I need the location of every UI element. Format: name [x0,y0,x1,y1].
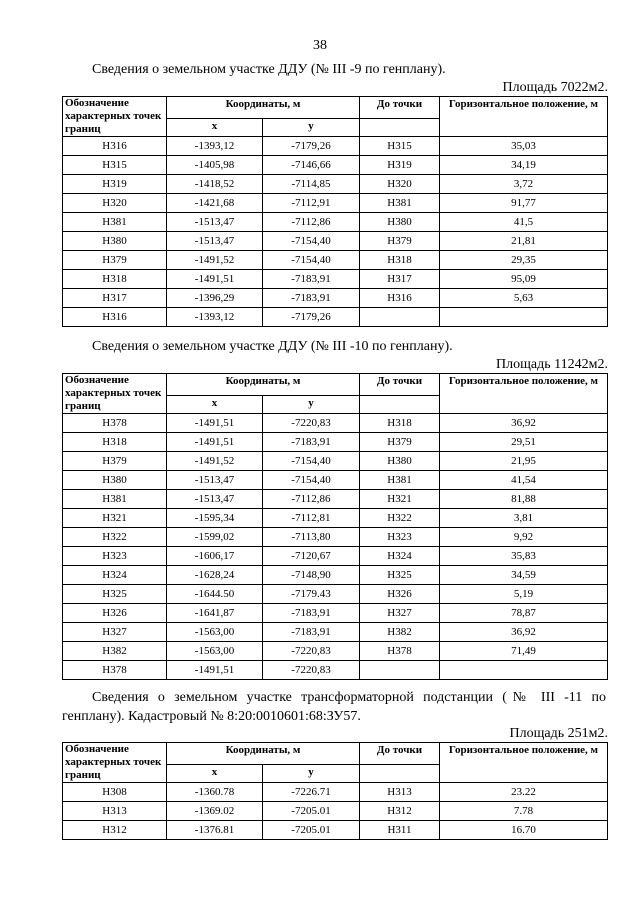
header-y: y [263,765,360,783]
y-cell: -7220,83 [263,414,360,433]
y-cell: -7154,40 [263,251,360,270]
section-1-title: Сведения о земельном участке ДДУ (№ III -9 по генплану). [92,62,446,77]
x-cell: -1513,47 [167,471,263,490]
y-cell: -7179,26 [263,308,360,327]
horizontal-cell: 41,54 [440,471,608,490]
x-cell: -1393,12 [167,137,263,156]
to-point-cell: Н322 [360,509,440,528]
point-cell: Н324 [63,566,167,585]
to-point-cell: Н320 [360,175,440,194]
x-cell: -1563,00 [167,623,263,642]
y-cell: -7112,81 [263,509,360,528]
x-cell: -1491,52 [167,251,263,270]
horizontal-cell: 29,35 [440,251,608,270]
to-point-cell: Н313 [360,783,440,802]
table-row [63,821,608,840]
to-point-cell: Н315 [360,137,440,156]
table-row [63,452,608,471]
header-designation: Обозначение характерных точек границ [63,374,167,414]
y-cell: -7226.71 [263,783,360,802]
x-cell: -1369.02 [167,802,263,821]
point-cell: Н321 [63,509,167,528]
x-cell: -1513,47 [167,490,263,509]
to-point-cell: Н312 [360,802,440,821]
header-designation: Обозначение характерных точек границ [63,97,167,137]
header-y: y [263,119,360,137]
point-cell: Н380 [63,471,167,490]
y-cell: -7183,91 [263,289,360,308]
point-cell: Н378 [63,414,167,433]
to-point-cell: Н323 [360,528,440,547]
horizontal-cell: 21,95 [440,452,608,471]
to-point-cell: Н382 [360,623,440,642]
y-cell: -7220,83 [263,661,360,680]
y-cell: -7112,86 [263,490,360,509]
horizontal-cell: 71,49 [440,642,608,661]
point-cell: Н319 [63,175,167,194]
point-cell: Н316 [63,308,167,327]
table-row [63,308,608,327]
table-row [63,623,608,642]
y-cell: -7154,40 [263,452,360,471]
x-cell: -1644.50 [167,585,263,604]
table-row [63,137,608,156]
y-cell: -7113,80 [263,528,360,547]
to-point-cell: Н321 [360,490,440,509]
y-cell: -7112,86 [263,213,360,232]
to-point-cell: Н379 [360,232,440,251]
point-cell: Н379 [63,452,167,471]
to-point-cell: Н380 [360,452,440,471]
horizontal-cell: 3,81 [440,509,608,528]
point-cell: Н316 [63,137,167,156]
horizontal-cell: 36,92 [440,414,608,433]
point-cell: Н318 [63,270,167,289]
table-row [63,802,608,821]
x-cell: -1491,52 [167,452,263,471]
horizontal-cell: 81,88 [440,490,608,509]
header-x: x [167,119,263,137]
point-cell: Н308 [63,783,167,802]
x-cell: -1393,12 [167,308,263,327]
to-point-cell: Н381 [360,471,440,490]
x-cell: -1396,29 [167,289,263,308]
table-row [63,509,608,528]
to-point-cell: Н324 [360,547,440,566]
x-cell: -1513,47 [167,213,263,232]
to-point-cell: Н327 [360,604,440,623]
y-cell: -7148,90 [263,566,360,585]
section-2-title: Сведения о земельном участке ДДУ (№ III -10 по генплану). [92,339,453,354]
horizontal-cell: 16.70 [440,821,608,840]
to-point-cell: Н326 [360,585,440,604]
to-point-cell: Н311 [360,821,440,840]
header-y: y [263,396,360,414]
header-coordinates: Координаты, м [167,743,360,765]
x-cell: -1491,51 [167,661,263,680]
y-cell: -7154,40 [263,232,360,251]
point-cell: Н315 [63,156,167,175]
horizontal-cell: 34,19 [440,156,608,175]
y-cell: -7205.01 [263,802,360,821]
horizontal-cell: 36,92 [440,623,608,642]
to-point-cell [360,661,440,680]
x-cell: -1606,17 [167,547,263,566]
table-row [63,642,608,661]
table-row [63,661,608,680]
coordinates-table-1 [62,96,608,327]
table-row [63,232,608,251]
x-cell: -1491,51 [167,414,263,433]
horizontal-cell: 35,03 [440,137,608,156]
y-cell: -7154,40 [263,471,360,490]
horizontal-cell: 41,5 [440,213,608,232]
horizontal-cell: 7.78 [440,802,608,821]
to-point-cell: Н381 [360,194,440,213]
header-to-point: До точки [360,374,440,396]
y-cell: -7183,91 [263,604,360,623]
table-row [63,585,608,604]
point-cell: Н381 [63,213,167,232]
header-to-point-empty [360,396,440,414]
point-cell: Н325 [63,585,167,604]
to-point-cell: Н319 [360,156,440,175]
horizontal-cell: 95,09 [440,270,608,289]
horizontal-cell: 34,59 [440,566,608,585]
table-row [63,175,608,194]
to-point-cell: Н318 [360,414,440,433]
to-point-cell [360,308,440,327]
table-row [63,414,608,433]
header-to-point: До точки [360,743,440,765]
y-cell: -7183,91 [263,270,360,289]
x-cell: -1376.81 [167,821,263,840]
y-cell: -7220,83 [263,642,360,661]
table-row [63,270,608,289]
point-cell: Н379 [63,251,167,270]
section-3-area: Площадь 251м2. [509,726,608,741]
horizontal-cell: 21,81 [440,232,608,251]
horizontal-cell: 91,77 [440,194,608,213]
header-designation: Обозначение характерных точек границ [63,743,167,783]
point-cell: Н322 [63,528,167,547]
horizontal-cell: 9,92 [440,528,608,547]
header-to-point-empty [360,119,440,137]
table-row [63,251,608,270]
x-cell: -1595,34 [167,509,263,528]
table-row [63,490,608,509]
to-point-cell: Н325 [360,566,440,585]
horizontal-cell: 35,83 [440,547,608,566]
x-cell: -1641,87 [167,604,263,623]
horizontal-cell: 5,63 [440,289,608,308]
horizontal-cell: 5,19 [440,585,608,604]
y-cell: -7179,26 [263,137,360,156]
point-cell: Н312 [63,821,167,840]
table-row [63,194,608,213]
y-cell: -7112,91 [263,194,360,213]
x-cell: -1360.78 [167,783,263,802]
header-coordinates: Координаты, м [167,374,360,396]
y-cell: -7183,91 [263,623,360,642]
header-coordinates: Координаты, м [167,97,360,119]
y-cell: -7183,91 [263,433,360,452]
section-1-area: Площадь 7022м2. [502,80,608,95]
point-cell: Н323 [63,547,167,566]
y-cell: -7114,85 [263,175,360,194]
header-horizontal: Горизонтальное положение, м [440,374,608,414]
point-cell: Н326 [63,604,167,623]
to-point-cell: Н378 [360,642,440,661]
table-row [63,783,608,802]
horizontal-cell: 29,51 [440,433,608,452]
x-cell: -1513,47 [167,232,263,251]
header-horizontal: Горизонтальное положение, м [440,97,608,137]
table-row [63,213,608,232]
point-cell: Н380 [63,232,167,251]
to-point-cell: Н379 [360,433,440,452]
coordinates-table-2 [62,373,608,680]
header-x: x [167,396,263,414]
horizontal-cell: 78,87 [440,604,608,623]
to-point-cell: Н380 [360,213,440,232]
x-cell: -1491,51 [167,433,263,452]
section-2-area: Площадь 11242м2. [496,357,608,372]
x-cell: -1628,24 [167,566,263,585]
point-cell: Н382 [63,642,167,661]
point-cell: Н378 [63,661,167,680]
y-cell: -7205.01 [263,821,360,840]
section-3-title-line2: генплану). Кадастровый № 8:20:0010601:68:ЗУ57. [62,709,361,724]
horizontal-cell: 3,72 [440,175,608,194]
table-row [63,528,608,547]
header-to-point: До точки [360,97,440,119]
table-row [63,156,608,175]
coordinates-table-3 [62,742,608,840]
point-cell: Н320 [63,194,167,213]
point-cell: Н381 [63,490,167,509]
to-point-cell: Н316 [360,289,440,308]
x-cell: -1418,52 [167,175,263,194]
horizontal-cell [440,308,608,327]
page-number: 38 [313,38,327,53]
table-row [63,433,608,452]
section-3-title-line1: Сведения о земельном участке трансформаторной подстанции (№ III -11 по [92,690,606,705]
horizontal-cell [440,661,608,680]
y-cell: -7146,66 [263,156,360,175]
table-row [63,566,608,585]
x-cell: -1491,51 [167,270,263,289]
section-3-title [62,688,606,726]
x-cell: -1421,68 [167,194,263,213]
point-cell: Н313 [63,802,167,821]
point-cell: Н318 [63,433,167,452]
x-cell: -1599,02 [167,528,263,547]
table-row [63,604,608,623]
point-cell: Н317 [63,289,167,308]
to-point-cell: Н317 [360,270,440,289]
header-horizontal: Горизонтальное положение, м [440,743,608,783]
table-row [63,471,608,490]
header-x: x [167,765,263,783]
table-row [63,547,608,566]
x-cell: -1405,98 [167,156,263,175]
horizontal-cell: 23.22 [440,783,608,802]
point-cell: Н327 [63,623,167,642]
to-point-cell: Н318 [360,251,440,270]
header-to-point-empty [360,765,440,783]
y-cell: -7179.43 [263,585,360,604]
x-cell: -1563,00 [167,642,263,661]
table-row [63,289,608,308]
y-cell: -7120,67 [263,547,360,566]
